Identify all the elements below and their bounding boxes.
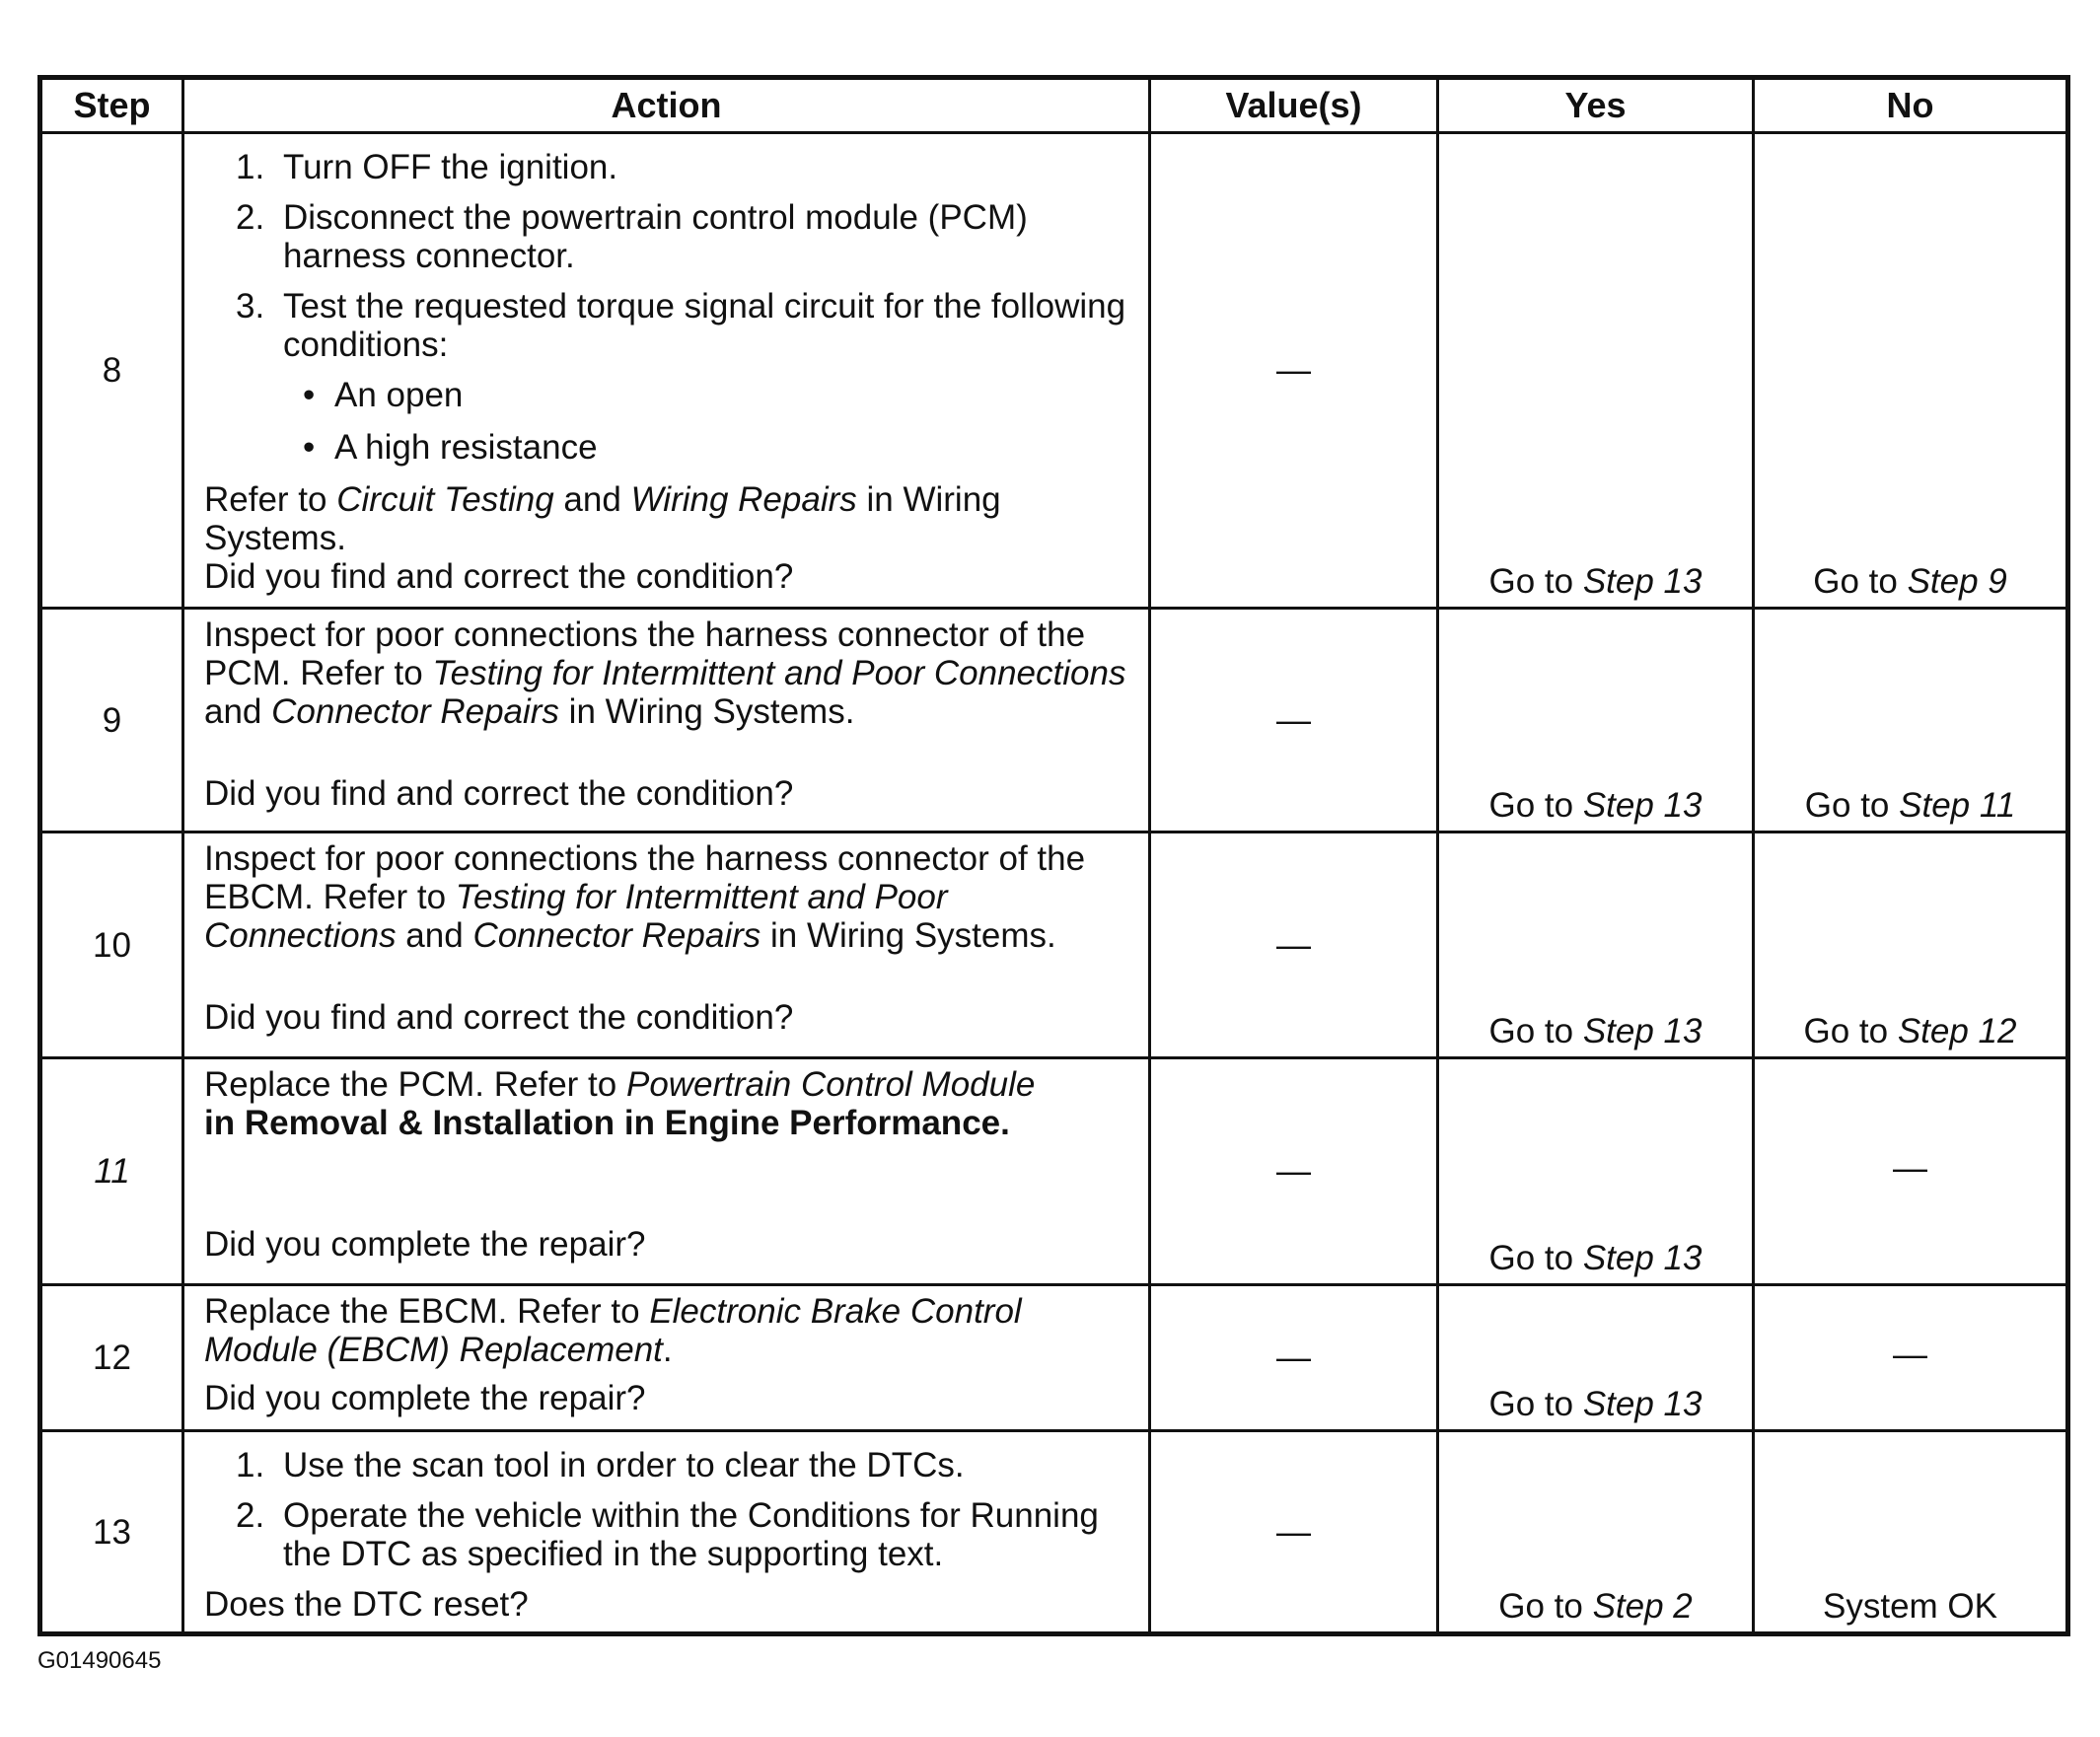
goto-prefix: Go to xyxy=(1803,1012,1898,1050)
text-run: and xyxy=(396,916,473,955)
step-number: 13 xyxy=(40,1431,183,1634)
reference-link-text: Wiring Repairs xyxy=(630,480,857,519)
reference-link-text: Testing for Intermittent and Poor Connections xyxy=(432,654,1126,692)
item-number: 3. xyxy=(236,287,265,326)
table-row xyxy=(40,609,2068,832)
header-step: Step xyxy=(40,78,183,133)
question-text: Did you find and correct the condition? xyxy=(204,998,794,1037)
text-run: Replace the PCM. Refer to xyxy=(204,1065,626,1104)
reference-link-text: Electronic Brake Control Module (EBCM) Replacement xyxy=(204,1292,1022,1369)
value-cell: — xyxy=(1150,609,1438,832)
goto-prefix: Go to xyxy=(1488,562,1583,601)
item-number: 1. xyxy=(236,148,265,186)
bullet-item: • An open xyxy=(204,376,1138,414)
action-text xyxy=(204,1065,1138,1142)
goto-prefix: Go to xyxy=(1488,786,1583,825)
text-run: Refer to xyxy=(204,480,337,519)
yes-cell xyxy=(1438,609,1754,832)
reference-link-text: Circuit Testing xyxy=(336,480,554,519)
list-item xyxy=(204,198,1138,275)
reference-link-text: Connector Repairs xyxy=(271,692,559,731)
no-cell: System OK xyxy=(1754,1431,2068,1634)
header-action: Action xyxy=(183,78,1150,133)
header-values: Value(s) xyxy=(1150,78,1438,133)
yes-cell xyxy=(1438,832,1754,1058)
value-cell: — xyxy=(1150,1285,1438,1431)
yes-cell xyxy=(1438,1058,1754,1285)
goto-step: Step 13 xyxy=(1582,1012,1702,1050)
refer-text xyxy=(204,480,1138,557)
value-cell: — xyxy=(1150,832,1438,1058)
item-number: 1. xyxy=(236,1446,265,1484)
action-cell xyxy=(183,1431,1150,1634)
question-text: Did you complete the repair? xyxy=(204,1225,646,1264)
item-text: Operate the vehicle within the Conditions for Running the DTC as specified in the supporting text. xyxy=(283,1496,1099,1573)
no-cell: — xyxy=(1754,1058,2068,1285)
goto-prefix: Go to xyxy=(1498,1587,1593,1626)
reference-link-text: Testing for Intermittent and Poor Connections xyxy=(204,878,948,955)
list-item xyxy=(204,287,1138,364)
table-row xyxy=(40,133,2068,609)
action-text xyxy=(204,1292,1138,1369)
text-run: and xyxy=(553,480,631,519)
numbered-list xyxy=(204,148,1138,364)
table-row xyxy=(40,1431,2068,1634)
no-cell xyxy=(1754,133,2068,609)
question-text: Did you find and correct the condition? xyxy=(204,774,794,813)
text-run: in Wiring Systems. xyxy=(204,480,1001,557)
text-run: in Wiring Systems. xyxy=(760,916,1056,955)
goto-step: Step 11 xyxy=(1899,786,2016,825)
question-text: Did you find and correct the condition? xyxy=(204,557,794,596)
value-cell: — xyxy=(1150,1058,1438,1285)
action-cell xyxy=(183,1285,1150,1431)
header-no: No xyxy=(1754,78,2068,133)
action-text xyxy=(204,615,1138,731)
reference-link-text: Powertrain Control Module xyxy=(625,1065,1036,1104)
table-row xyxy=(40,1058,2068,1285)
bullet-list xyxy=(204,376,1138,467)
no-cell xyxy=(1754,832,2068,1058)
goto-step: Step 12 xyxy=(1897,1012,2017,1050)
yes-cell xyxy=(1438,1285,1754,1431)
diagnostic-table xyxy=(37,75,2070,1636)
yes-cell xyxy=(1438,1431,1754,1634)
item-number: 2. xyxy=(236,198,265,237)
header-row xyxy=(40,78,2068,133)
list-item xyxy=(204,1446,1138,1484)
goto-step: Step 13 xyxy=(1582,562,1702,601)
action-cell xyxy=(183,1058,1150,1285)
item-text: Test the requested torque signal circuit for the following conditions: xyxy=(283,287,1126,364)
reference-link-text: Connector Repairs xyxy=(472,916,761,955)
goto-step: Step 13 xyxy=(1582,1239,1702,1277)
bullet-item: • A high resistance xyxy=(204,428,1138,467)
item-number: 2. xyxy=(236,1496,265,1535)
text-run: in Wiring Systems. xyxy=(558,692,855,731)
figure-id: G01490645 xyxy=(37,1647,162,1674)
question-text: Did you complete the repair? xyxy=(204,1379,646,1417)
item-text: Disconnect the powertrain control module (PCM) harness connector. xyxy=(283,198,1028,275)
numbered-list xyxy=(204,1446,1138,1573)
goto-prefix: Go to xyxy=(1488,1239,1583,1277)
step-number: 12 xyxy=(40,1285,183,1431)
goto-prefix: Go to xyxy=(1804,786,1900,825)
yes-cell xyxy=(1438,133,1754,609)
question-text: Does the DTC reset? xyxy=(204,1585,529,1624)
text-run: . xyxy=(662,1331,673,1369)
step-number: 11 xyxy=(40,1058,183,1285)
goto-step: Step 2 xyxy=(1592,1587,1693,1626)
text-run: Replace the EBCM. Refer to xyxy=(204,1292,650,1331)
item-text: Turn OFF the ignition. xyxy=(283,148,618,186)
action-cell xyxy=(183,832,1150,1058)
goto-prefix: Go to xyxy=(1488,1012,1583,1050)
text-run: and xyxy=(204,692,272,731)
step-number: 9 xyxy=(40,609,183,832)
goto-prefix: Go to xyxy=(1813,562,1908,601)
list-item xyxy=(204,1496,1138,1573)
bold-text: in Removal & Installation in Engine Performance. xyxy=(204,1104,1010,1142)
table-row xyxy=(40,1285,2068,1431)
value-cell: — xyxy=(1150,1431,1438,1634)
text-run: Inspect for poor connections the harness connector of the PCM. Refer to xyxy=(204,615,1086,692)
header-yes: Yes xyxy=(1438,78,1754,133)
step-number: 10 xyxy=(40,832,183,1058)
goto-step: Step 9 xyxy=(1907,562,2007,601)
list-item xyxy=(204,148,1138,186)
no-cell: — xyxy=(1754,1285,2068,1431)
value-cell: — xyxy=(1150,133,1438,609)
table-row xyxy=(40,832,2068,1058)
goto-step: Step 13 xyxy=(1582,786,1702,825)
no-cell xyxy=(1754,609,2068,832)
goto-step: Step 13 xyxy=(1582,1385,1702,1423)
item-text: Use the scan tool in order to clear the DTCs. xyxy=(283,1446,965,1484)
action-cell xyxy=(183,609,1150,832)
goto-prefix: Go to xyxy=(1488,1385,1583,1423)
action-text xyxy=(204,839,1138,955)
text-run: Inspect for poor connections the harness connector of the EBCM. Refer to xyxy=(204,839,1086,916)
step-number: 8 xyxy=(40,133,183,609)
action-cell xyxy=(183,133,1150,609)
